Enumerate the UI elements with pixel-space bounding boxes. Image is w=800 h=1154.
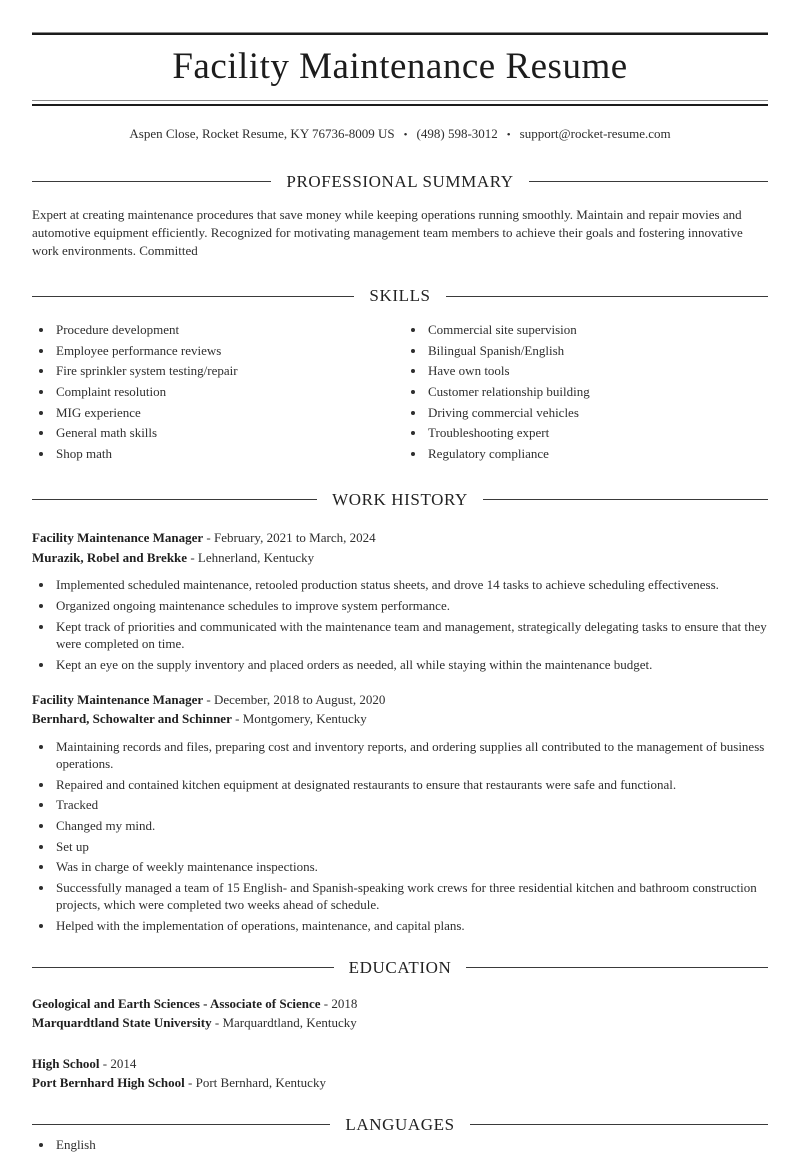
job-company-line [32,548,768,568]
education-year: 2018 [331,995,358,1011]
section-title: LANGUAGES [345,1114,455,1134]
divider-line [446,296,768,297]
divider-line [466,967,768,968]
job-bullet: • Was in charge of weekly maintenance inspections. [54,858,768,875]
job-bullet: • Kept track of priorities and communicated with the maintenance team and management, strategically delegating tasks to ensure that they were completed on time. [54,618,768,652]
dash-separator: - [206,530,211,546]
divider-line [32,967,334,968]
dash-separator: - [188,1075,193,1091]
education-entry [32,994,768,1033]
job-company: Bernhard, Schowalter and Schinner [32,711,232,727]
job-title: Facility Maintenance Manager [32,530,204,546]
header-top-rule [32,32,768,35]
divider-line [32,296,354,297]
section-heading-languages [32,1113,768,1137]
divider-line [32,499,317,500]
education-degree: Geological and Earth Sciences - Associate of Science [32,995,321,1011]
section-title: EDUCATION [348,957,452,977]
section-title: SKILLS [369,286,431,306]
divider-line [32,1124,330,1125]
dash-separator: - [190,549,195,565]
dash-separator: - [206,691,211,707]
education-school-line [32,1013,768,1033]
dash-separator: - [323,995,329,1011]
education-degree-line [32,1054,768,1074]
title-underline-rule [32,100,768,106]
skill-item: • Regulatory compliance [426,445,768,462]
education-location: Marquardtland, Kentucky [222,1015,357,1031]
skill-item: • Procedure development [54,321,396,338]
job-title-line [32,690,768,710]
skill-item: • Complaint resolution [54,383,396,400]
languages-list [32,1136,768,1153]
contact-phone: (498) 598-3012 [416,126,498,142]
dash-separator: - [102,1055,108,1071]
skill-item: • Bilingual Spanish/English [426,342,768,359]
summary-text: Expert at creating maintenance procedures that save money while keeping operations running smoothly. Maintain and repair movies and automotive equipment efficiently. Recognized for motivating management team members to achieve their goals and fostering innovative work environments. Committed [32,207,743,259]
contact-separator-icon: • [506,129,511,142]
education-degree-line [32,994,768,1014]
skill-item: • Customer relationship building [426,383,768,400]
contact-line [32,125,768,143]
skill-item: • General math skills [54,424,396,441]
skill-item: • MIG experience [54,404,396,421]
job-bullet: • Implemented scheduled maintenance, retooled production status sheets, and drove 14 tasks to achieve scheduling effectiveness. [54,576,768,593]
education-entry [32,1054,768,1093]
job-bullet: • Set up [54,838,768,855]
language-item: • English [54,1136,768,1153]
dash-separator: - [214,1015,220,1031]
job-entry [32,690,768,934]
divider-line [32,181,271,182]
job-company-line [32,709,768,729]
contact-separator-icon: • [403,129,408,142]
job-company: Murazik, Robel and Brekke [32,549,188,565]
education-degree: High School [32,1055,100,1071]
skills-columns [32,321,768,466]
job-location: Montgomery, Kentucky [242,711,367,727]
section-heading-education [32,956,768,980]
job-location: Lehnerland, Kentucky [197,549,315,565]
education-school: Marquardtland State University [32,1015,212,1031]
skill-item: • Fire sprinkler system testing/repair [54,362,396,379]
job-dates: December, 2018 to August, 2020 [213,691,386,707]
divider-line [470,1124,768,1125]
job-bullet: • Tracked [54,796,768,813]
job-title: Facility Maintenance Manager [32,691,204,707]
job-bullet: • Organized ongoing maintenance schedules to improve system performance. [54,597,768,614]
section-heading-skills [32,284,768,308]
education-school-line [32,1073,768,1093]
education-year: 2014 [110,1055,137,1071]
skill-item: • Commercial site supervision [426,321,768,338]
skill-item: • Driving commercial vehicles [426,404,768,421]
contact-email: support@rocket-resume.com [519,126,671,142]
job-entry [32,528,768,672]
section-heading-work-history [32,488,768,512]
job-dates: February, 2021 to March, 2024 [213,530,376,546]
job-bullet: • Helped with the implementation of operations, maintenance, and capital plans. [54,917,768,934]
job-bullet: • Kept an eye on the supply inventory and placed orders as needed, all while staying within the maintenance budget. [54,656,768,673]
job-title-line [32,528,768,548]
skill-item: • Have own tools [426,362,768,379]
divider-line [529,181,768,182]
section-heading-professional-summary [32,170,768,194]
skills-column-right [396,321,768,466]
job-bullet: • Successfully managed a team of 15 English- and Spanish-speaking work crews for three residential kitchen and bathroom construction projects, which were completed two weeks ahead of schedule. [54,879,768,913]
skill-item: • Troubleshooting expert [426,424,768,441]
section-title: WORK HISTORY [332,489,468,509]
job-bullet: • Maintaining records and files, preparing cost and inventory reports, and ordering supplies all contributed to the management of business operations. [54,738,768,772]
job-bullet: • Changed my mind. [54,817,768,834]
skill-item: • Shop math [54,445,396,462]
skill-item: • Employee performance reviews [54,342,396,359]
education-school: Port Bernhard High School [32,1075,185,1091]
skills-column-left [32,321,396,466]
section-title: PROFESSIONAL SUMMARY [286,171,514,191]
divider-line [483,499,768,500]
job-bullet: • Repaired and contained kitchen equipment at designated restaurants to ensure that restaurants were safe and functional. [54,776,768,793]
page-title: Facility Maintenance Resume [172,46,628,87]
education-location: Port Bernhard, Kentucky [195,1075,326,1091]
contact-address: Aspen Close, Rocket Resume, KY 76736-8009 US [129,126,395,142]
dash-separator: - [235,711,240,727]
